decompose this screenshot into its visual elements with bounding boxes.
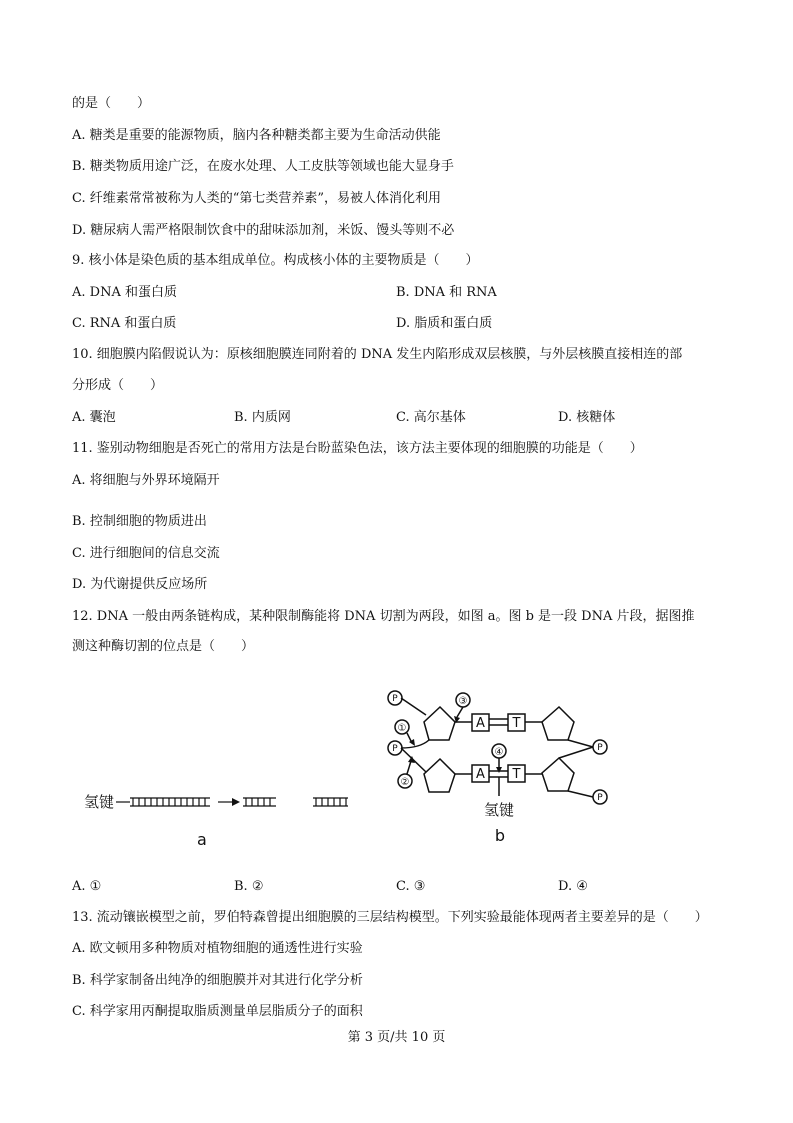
figure-b (380, 685, 620, 850)
q8-option-b: B. 糖类物质用途广泛，在废水处理、人工皮肤等领域也能大显身手 (72, 159, 454, 174)
figure-a-dna-whole (130, 798, 210, 806)
figure-b-marker-1: ① (397, 723, 407, 734)
q10-option-b: B. 内质网 (234, 410, 291, 425)
q11-option-d: D. 为代谢提供反应场所 (72, 577, 208, 592)
figure-a-caption: a (197, 830, 207, 849)
figure-b-sugar-top-right (542, 707, 574, 740)
q8-stem-tail: 的是（ ） (72, 96, 151, 111)
q12-stem-line2: 测这种酶切割的位点是（ ） (72, 639, 255, 654)
q8-option-a: A. 糖类是重要的能源物质，脑内各种糖类都主要为生命活动供能 (72, 128, 441, 143)
figure-b-bond-p1-sugar1 (401, 698, 426, 715)
q11-option-c: C. 进行细胞间的信息交流 (72, 546, 220, 561)
figure-b-sugar-bottom-right (542, 758, 574, 791)
q11-option-b: B. 控制细胞的物质进出 (72, 514, 207, 529)
q10-option-a: A. 囊泡 (72, 410, 116, 425)
q9-option-b: B. DNA 和 RNA (396, 285, 497, 300)
q13-option-a: A. 欧文顿用多种物质对植物细胞的通透性进行实验 (72, 941, 363, 956)
figure-a-hbond-label: 氢键 (84, 793, 115, 811)
figure-b-marker-arrow-3 (457, 707, 463, 717)
figure-b-phosphate-4-label: P (597, 793, 603, 803)
figure-b-base-bottom-right: T (512, 767, 521, 782)
figure-a-arrow (218, 798, 240, 806)
figure-b-caption: b (494, 826, 506, 845)
figure-b-phosphate-1-label: P (392, 694, 398, 704)
q10-stem-line1: 10. 细胞膜内陷假说认为：原核细胞膜连同附着的 DNA 发生内陷形成双层核膜，与外层核膜直接相连的部 (72, 347, 683, 362)
figure-b-bond-sugar2-p3 (568, 740, 593, 747)
q12-stem-line1: 12. DNA 一般由两条链构成，某种限制酶能将 DNA 切割为两段，如图 a。图 b 是一段 DNA 片段，据图推 (72, 609, 695, 624)
q13-stem: 13. 流动镶嵌模型之前，罗伯特森曾提出细胞膜的三层结构模型。下列实验最能体现两者主要差异的是（ ） (72, 910, 708, 925)
figure-b-base-top-left: A (476, 716, 485, 731)
q10-option-c: C. 高尔基体 (396, 410, 466, 425)
q12-option-d: D. ④ (558, 879, 588, 894)
figure-b-sugar-top-left (424, 707, 455, 740)
q12-option-c: C. ③ (396, 879, 426, 894)
figure-b-bond-sugar4-p3 (559, 747, 593, 758)
q11-stem: 11. 鉴别动物细胞是否死亡的常用方法是台盼蓝染色法，该方法主要体现的细胞膜的功能是（ ） (72, 441, 643, 456)
figure-b-phosphate-2-label: P (392, 744, 398, 754)
figure-a (80, 785, 370, 855)
q9-option-a: A. DNA 和蛋白质 (72, 285, 177, 300)
figure-a-fragment-right (313, 798, 348, 806)
q9-option-c: C. RNA 和蛋白质 (72, 316, 177, 331)
q13-option-b: B. 科学家制备出纯净的细胞膜并对其进行化学分析 (72, 973, 363, 988)
figure-b-marker-3: ③ (458, 696, 468, 707)
figure-b-sugar-bottom-left (424, 759, 455, 792)
q8-option-c: C. 纤维素常常被称为人类的“第七类营养素”，易被人体消化利用 (72, 191, 442, 206)
q8-option-d: D. 糖尿病人需严格限制饮食中的甜味添加剂，米饭、馒头等则不必 (72, 223, 455, 238)
q12-option-b: B. ② (234, 879, 264, 894)
figure-b-bond-sugar4-p4 (568, 791, 593, 797)
q11-option-a: A. 将细胞与外界环境隔开 (72, 473, 220, 488)
q9-option-d: D. 脂质和蛋白质 (396, 316, 493, 331)
figure-b-bond-sugar1-p2 (401, 740, 429, 748)
q12-option-a: A. ① (72, 879, 102, 894)
figure-b-base-top-right: T (512, 716, 521, 731)
q13-option-c: C. 科学家用丙酮提取脂质测量单层脂质分子的面积 (72, 1004, 363, 1019)
q9-stem: 9. 核小体是染色质的基本组成单位。构成核小体的主要物质是（ ） (72, 253, 479, 268)
q10-option-d: D. 核糖体 (558, 410, 616, 425)
q10-stem-line2: 分形成（ ） (72, 378, 164, 393)
figure-b-marker-arrow-2 (407, 761, 411, 774)
figure-b-hbond-label: 氢键 (483, 801, 515, 819)
figure-b-phosphate-3-label: P (597, 743, 603, 753)
figure-b-marker-2: ② (400, 777, 410, 788)
figure-b-arrowhead-4 (496, 767, 502, 773)
figure-a-fragment-left (243, 798, 276, 806)
page-number-footer: 第 3 页/共 10 页 (347, 1030, 446, 1045)
figure-b-marker-4: ④ (494, 747, 504, 758)
figure-b-base-bottom-left: A (476, 767, 485, 782)
